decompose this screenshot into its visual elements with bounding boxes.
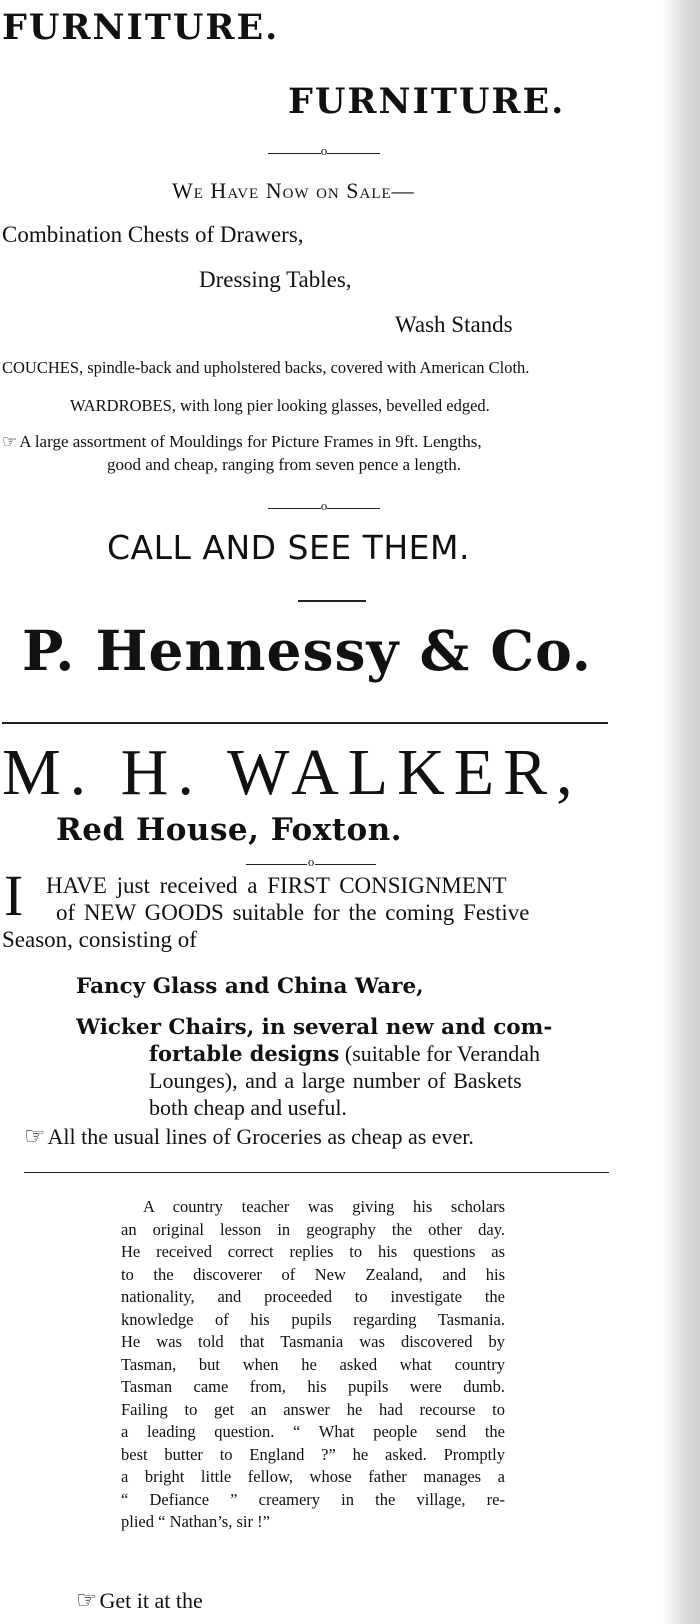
section-rule	[24, 1172, 609, 1173]
story-line: to the discoverer of New Zealand, and his	[121, 1264, 505, 1284]
story-line: a bright little fellow, whose father manages a	[121, 1467, 505, 1486]
mouldings-line-2: good and cheap, ranging from seven pence a length.	[107, 455, 462, 474]
item-fancy-glass: Fancy Glass and China Ware,	[76, 974, 424, 999]
walker-line-1: HAVE just received a FIRST CONSIGNMENT	[46, 873, 507, 898]
story-line: knowledge of his pupils regarding Tasmania.	[121, 1309, 505, 1329]
pointing-hand-icon: ☞	[76, 1586, 98, 1614]
story-line: Tasman, but when he asked what country	[121, 1354, 505, 1374]
story-line: He was told that Tasmania was discovered by	[121, 1332, 505, 1351]
pointing-hand-icon: ☞	[24, 1122, 46, 1150]
item-wicker-line-2: fortable designs (suitable for Verandah	[149, 1041, 540, 1066]
story-line: an original lesson in geography the other day.	[121, 1219, 505, 1239]
story-line: He received correct replies to his questions as	[121, 1242, 505, 1261]
wardrobes-line: WARDROBES, with long pier looking glasses, bevelled edged.	[70, 396, 490, 415]
furniture-heading-right: FURNITURE.	[288, 81, 566, 122]
drop-cap: I	[4, 863, 24, 928]
short-divider	[298, 600, 366, 602]
story-line: “ Defiance ” creamery in the village, re-	[121, 1489, 505, 1509]
story-line: Failing to get an answer he had recourse to	[121, 1399, 505, 1419]
call-and-see-them: CALL AND SEE THEM.	[107, 528, 470, 567]
walker-line-2: of NEW GOODS suitable for the coming Festive	[56, 900, 530, 925]
section-rule	[2, 722, 608, 724]
footer-line: ☞Get it at the	[76, 1586, 203, 1614]
pointing-hand-icon: ☞	[2, 432, 18, 452]
item-wash-stands: Wash Stands	[395, 312, 513, 337]
mouldings-line-1: ☞ A large assortment of Mouldings for Picture Frames in 9ft. Lengths,	[2, 432, 482, 452]
item-wicker-bold: fortable designs	[149, 1041, 340, 1066]
walker-location: Red House, Foxton.	[56, 812, 403, 848]
couches-line: COUCHES, spindle-back and upholstered backs, covered with American Cloth.	[2, 358, 530, 377]
item-chests-of-drawers: Combination Chests of Drawers,	[2, 222, 304, 247]
ornament-divider: o	[246, 858, 376, 870]
story-paragraph	[121, 1196, 505, 1534]
story-line: a leading question. “ What people send the	[121, 1422, 505, 1441]
walker-name: M. H. WALKER,	[2, 736, 582, 809]
walker-line-3: Season, consisting of	[2, 927, 197, 952]
groceries-line: ☞All the usual lines of Groceries as cheap as ever.	[24, 1122, 474, 1150]
story-line: Tasman came from, his pupils were dumb.	[121, 1377, 505, 1396]
item-wicker-line-3: Lounges), and a large number of Baskets	[149, 1068, 522, 1093]
story-line: best butter to England ?” he asked. Promptly	[121, 1444, 505, 1464]
ornament-divider: o	[268, 502, 380, 514]
story-line: nationality, and proceeded to investigate the	[121, 1287, 505, 1306]
item-dressing-tables: Dressing Tables,	[199, 267, 352, 292]
item-wicker-line-4: both cheap and useful.	[149, 1095, 347, 1120]
page-edge-shadow	[662, 0, 700, 1624]
item-wicker-line-1: Wicker Chairs, in several new and com-	[76, 1015, 553, 1040]
furniture-heading-top: FURNITURE.	[2, 7, 280, 48]
now-on-sale-text: We Have Now on Sale—	[172, 178, 415, 203]
story-line: plied “ Nathan’s, sir !”	[121, 1512, 270, 1531]
company-name: P. Hennessy & Co.	[22, 618, 592, 683]
ornament-divider: o	[268, 147, 380, 159]
story-line: A country teacher was giving his scholars	[143, 1197, 505, 1216]
